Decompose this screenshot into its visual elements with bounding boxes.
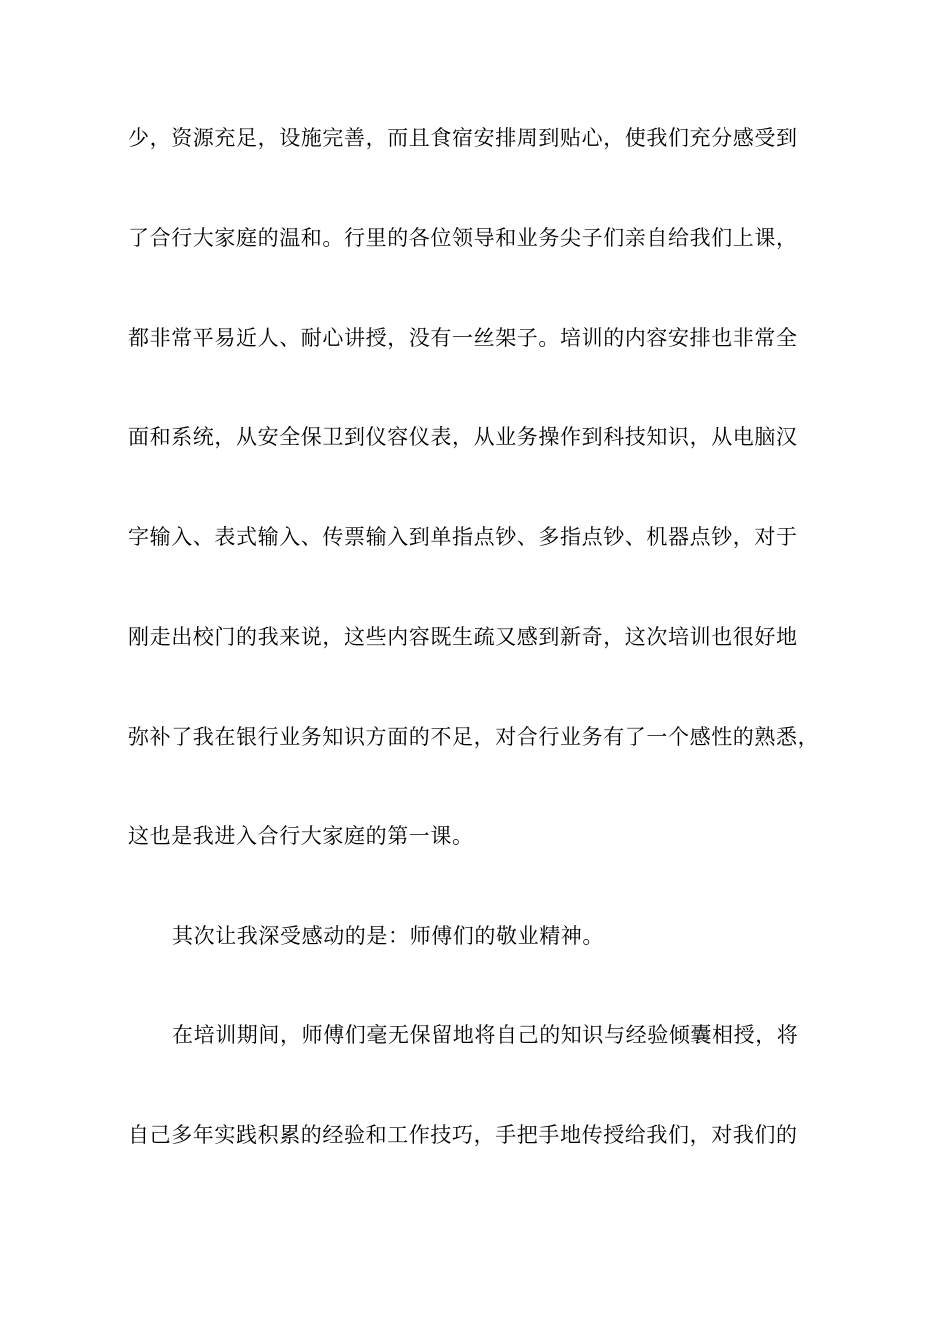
text-line: 这也是我进入合行大家庭的第一课。 bbox=[128, 824, 474, 848]
text-line: 都非常平易近人、耐心讲授，没有一丝架子。培训的内容安排也非常全 bbox=[128, 326, 798, 350]
text-line: 了合行大家庭的温和。行里的各位领导和业务尖子们亲自给我们上课， bbox=[128, 226, 798, 250]
text-line: 刚走出校门的我来说，这些内容既生疏又感到新奇，这次培训也很好地 bbox=[128, 625, 798, 649]
paragraph-first-line: 其次让我深受感动的是：师傅们的敬业精神。 bbox=[172, 924, 604, 948]
text-line: 少，资源充足，设施完善，而且食宿安排周到贴心，使我们充分感受到 bbox=[128, 126, 798, 150]
paragraph-first-line: 在培训期间，师傅们毫无保留地将自己的知识与经验倾囊相授，将 bbox=[172, 1023, 799, 1047]
text-line: 字输入、表式输入、传票输入到单指点钞、多指点钞、机器点钞，对于 bbox=[128, 525, 798, 549]
text-line: 面和系统，从安全保卫到仪容仪表，从业务操作到科技知识，从电脑汉 bbox=[128, 425, 798, 449]
text-line: 自己多年实践积累的经验和工作技巧，手把手地传授给我们，对我们的 bbox=[128, 1123, 798, 1147]
text-line: 弥补了我在银行业务知识方面的不足，对合行业务有了一个感性的熟悉， bbox=[128, 725, 820, 749]
